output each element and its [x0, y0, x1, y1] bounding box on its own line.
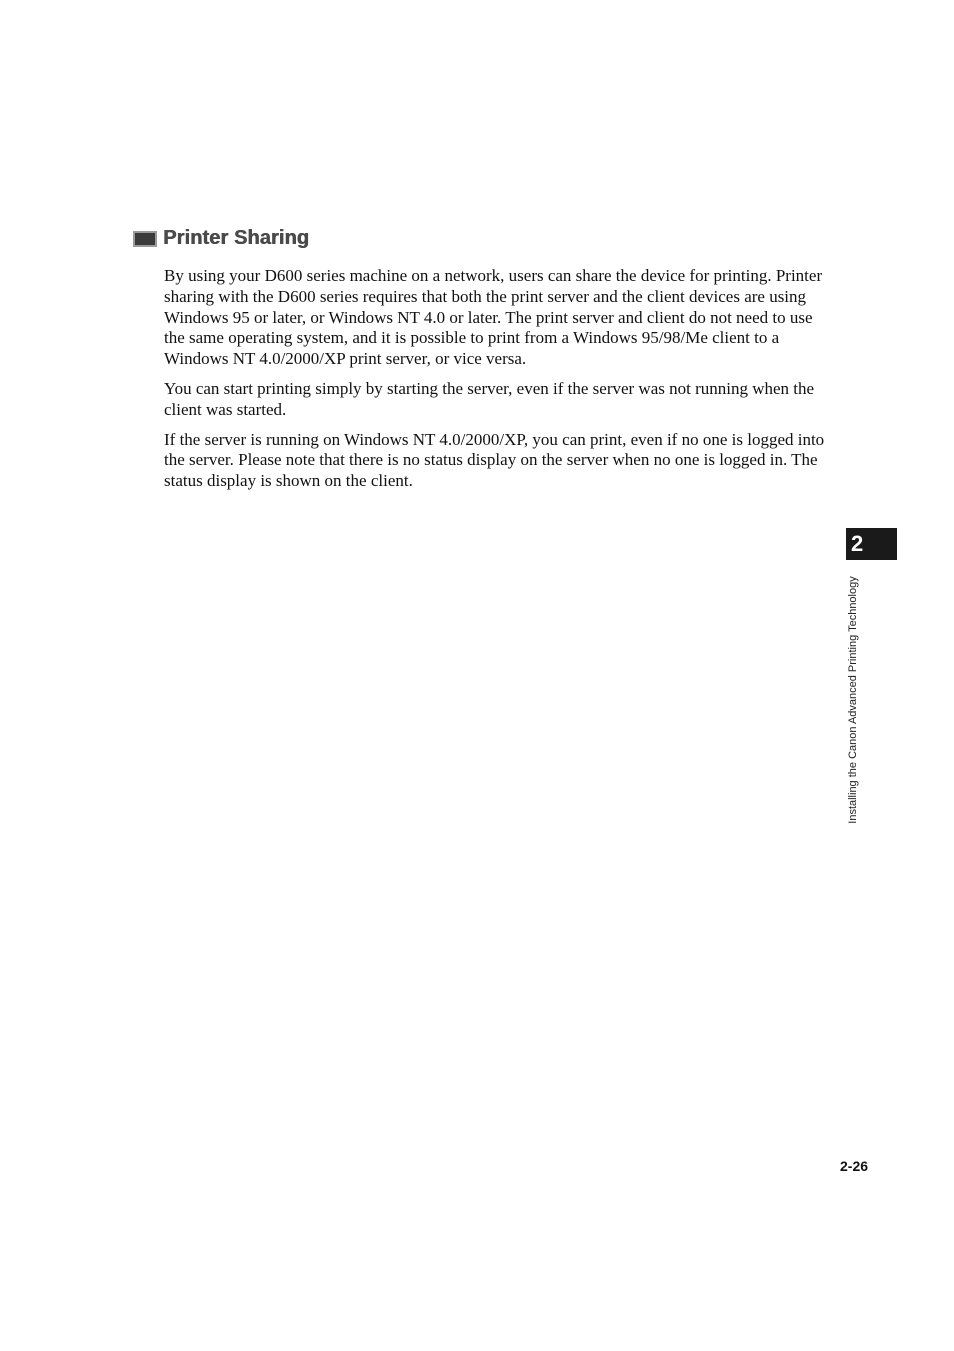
chapter-side-title: Installing the Canon Advanced Printing Technology	[847, 576, 859, 824]
section-heading	[133, 225, 309, 251]
page-number: 2-26	[840, 1158, 869, 1174]
paragraph-start-printing: You can start printing simply by starting the server, even if the server was not running when the client was started.	[164, 378, 815, 419]
chapter-tab: 2	[846, 528, 897, 560]
section-title: Printer Sharing	[163, 226, 309, 249]
paragraph-printer-sharing-overview: By using your D600 series machine on a network, users can share the device for printing. Printer sharing with the D600 series requires that both the print server and the client devices are using Windows 95 or later, or Windows NT 4.0 or later. The print server and client do not need to use the same operating system, and it is possible to print from a Windows 95/98/Me client to a Windows NT 4.0/2000/XP print server, or vice versa.	[164, 266, 823, 369]
paragraph-server-login: If the server is running on Windows NT 4.0/2000/XP, you can print, even if no one is logged into the server. Please note that there is no status display on the server when no one is logged in. The status display is shown on the client.	[164, 429, 825, 491]
heading-square-icon	[133, 231, 157, 247]
body-text	[164, 266, 828, 501]
